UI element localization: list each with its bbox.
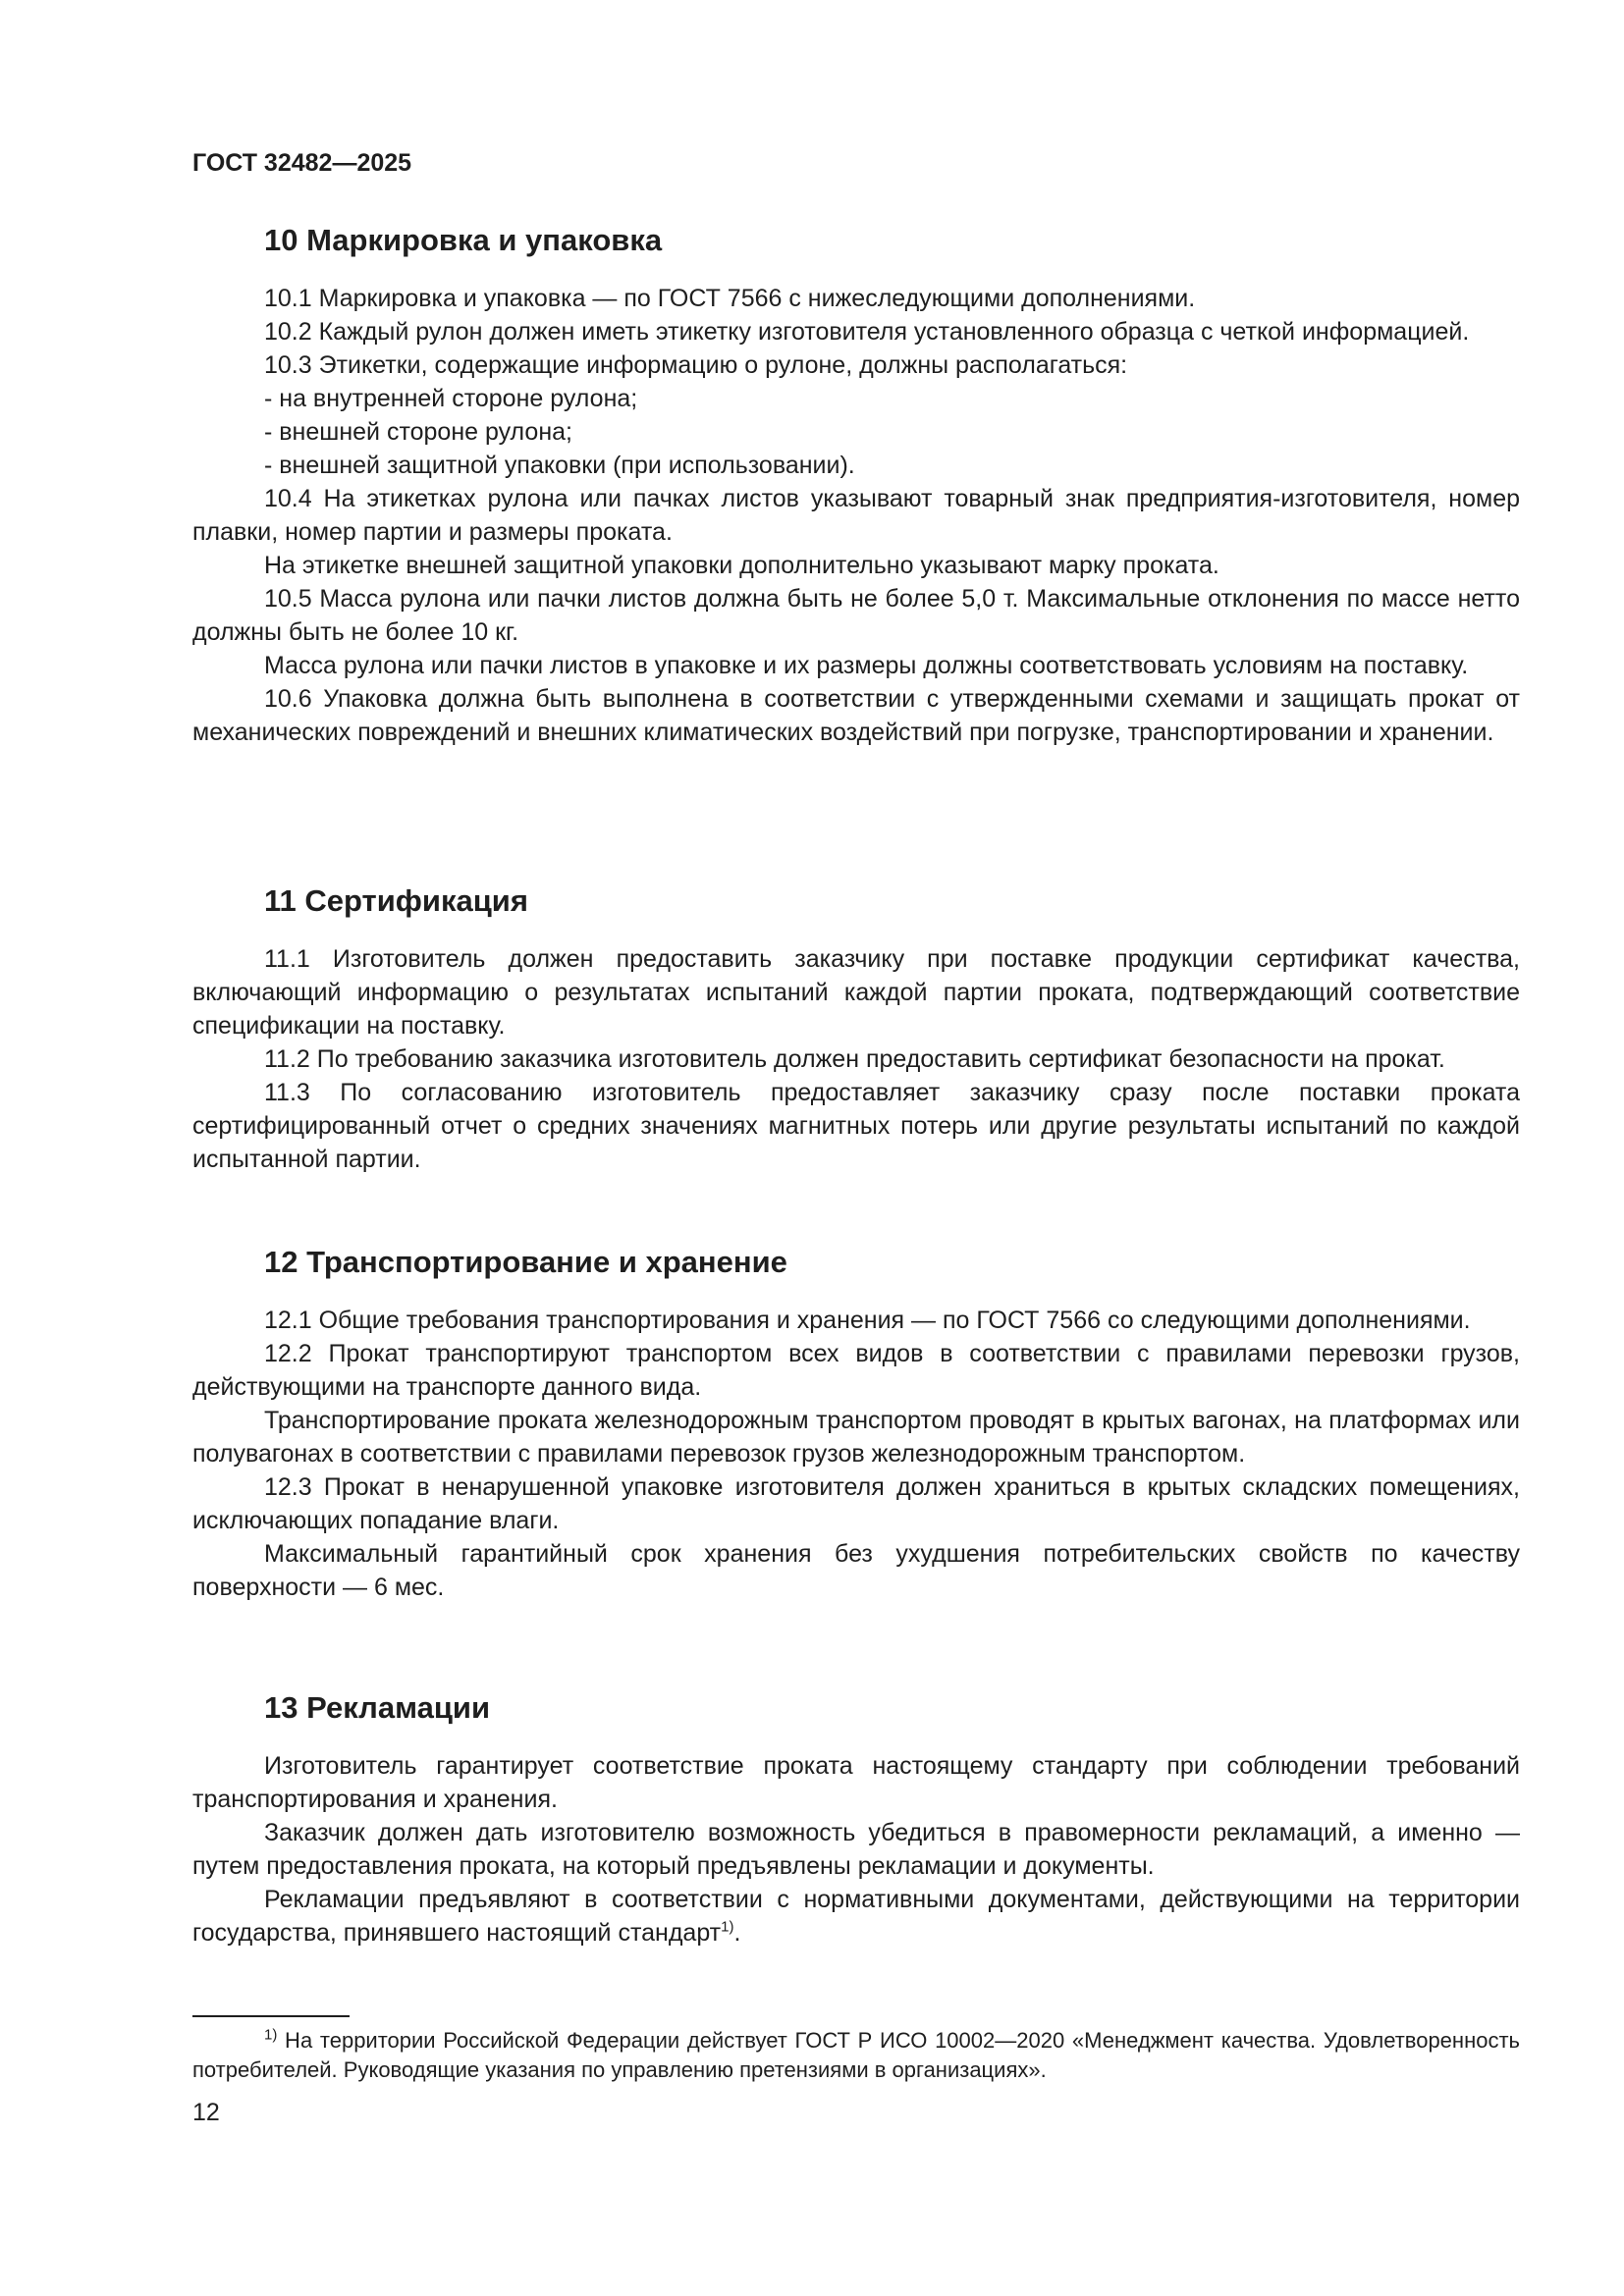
paragraph-10-5-cont: Масса рулона или пачки листов в упаковке и их размеры должны соответствовать условиям на поставку. <box>264 652 1469 679</box>
paragraph-11-2: 11.2 По требованию заказчика изготовитель должен предоставить сертификат безопасности на прокат. <box>264 1045 1445 1073</box>
section-12-transport-storage <box>192 1243 1520 1604</box>
document-code-header: ГОСТ 32482—2025 <box>192 149 412 177</box>
paragraph-12-1: 12.1 Общие требования транспортирования и хранения — по ГОСТ 7566 со следующими дополнениями. <box>264 1307 1471 1334</box>
paragraph-10-3: 10.3 Этикетки, содержащие информацию о рулоне, должны располагаться: <box>264 351 1128 379</box>
section-13-claims <box>192 1688 1520 1949</box>
paragraph-12-3: 12.3 Прокат в ненарушенной упаковке изготовителя должен храниться в крытых складских помещениях, исключающих попадание влаги. <box>192 1473 1520 1534</box>
section-11-heading: 11 Сертификация <box>264 883 528 918</box>
paragraph-13-2: Заказчик должен дать изготовителю возможность убедиться в правомерности рекламаций, а именно — путем предоставления проката, на который предъявлены рекламации и документы. <box>192 1819 1520 1880</box>
section-13-heading: 13 Рекламации <box>264 1690 491 1725</box>
paragraph-11-1: 11.1 Изготовитель должен предоставить заказчику при поставке продукции сертификат качества, включающий информацию о результатах испытаний каждой партии проката, подтверждающий соответствие спецификации на поставку. <box>192 945 1520 1040</box>
paragraph-10-6: 10.6 Упаковка должна быть выполнена в соответствии с утвержденными схемами и защищать прокат от механических повреждений и внешних климатических воздействий при погрузке, транспортировании и хранении. <box>192 685 1520 746</box>
paragraph-10-4-cont: На этикетке внешней защитной упаковки дополнительно указывают марку проката. <box>264 552 1219 579</box>
list-item-inner-side: - на внутренней стороне рулона; <box>264 385 638 412</box>
section-10-heading: 10 Маркировка и упаковка <box>264 223 663 257</box>
footnote-marker: 1) <box>264 2026 278 2044</box>
footnote <box>192 2026 1520 2085</box>
paragraph-10-5: 10.5 Масса рулона или пачки листов должна быть не более 5,0 т. Максимальные отклонения по массе нетто должны быть не более 10 кг. <box>192 585 1520 646</box>
paragraph-10-1: 10.1 Маркировка и упаковка — по ГОСТ 7566 с нижеследующими дополнениями. <box>264 285 1196 312</box>
list-item-protective-packaging: - внешней защитной упаковки (при использовании). <box>264 452 855 479</box>
paragraph-13-1: Изготовитель гарантирует соответствие проката настоящему стандарту при соблюдении требований транспортирования и хранения. <box>192 1752 1520 1813</box>
footnote-divider <box>192 2015 350 2017</box>
paragraph-13-3 <box>192 1883 1520 1949</box>
paragraph-10-2: 10.2 Каждый рулон должен иметь этикетку изготовителя установленного образца с четкой информацией. <box>264 318 1470 346</box>
footnote-reference[interactable]: 1) <box>721 1918 734 1936</box>
paragraph-12-3-cont: Максимальный гарантийный срок хранения без ухудшения потребительских свойств по качеству поверхности — 6 мес. <box>192 1540 1520 1601</box>
paragraph-13-3-text: Рекламации предъявляют в соответствии с нормативными документами, действующими на территории государства, принявшего настоящий стандарт <box>192 1886 1520 1947</box>
footnote-text: На территории Российской Федерации действует ГОСТ Р ИСО 10002—2020 «Менеджмент качества. Удовлетворенность потребителей. Руководящие указания по управлению претензиями в организациях». <box>192 2028 1520 2082</box>
page-number: 12 <box>192 2099 220 2126</box>
paragraph-12-2-cont: Транспортирование проката железнодорожным транспортом проводят в крытых вагонах, на платформах или полувагонах в соответствии с правилами перевозок грузов железнодорожным транспортом. <box>192 1407 1520 1468</box>
list-item-outer-side: - внешней стороне рулона; <box>264 418 572 446</box>
paragraph-10-4: 10.4 На этикетках рулона или пачках листов указывают товарный знак предприятия-изготовителя, номер плавки, номер партии и размеры проката. <box>192 485 1520 546</box>
section-11-certification <box>192 881 1520 1176</box>
section-10-marking-packaging <box>192 221 1520 749</box>
section-12-heading: 12 Транспортирование и хранение <box>264 1245 787 1279</box>
paragraph-12-2: 12.2 Прокат транспортируют транспортом всех видов в соответствии с правилами перевозки грузов, действующими на транспорте данного вида. <box>192 1340 1520 1401</box>
paragraph-13-3-punct: . <box>733 1919 741 1947</box>
paragraph-11-3: 11.3 По согласованию изготовитель предоставляет заказчику сразу после поставки проката сертифицированный отчет о средних значениях магнитных потерь или другие результаты испытаний по каждой испытанной партии. <box>192 1079 1520 1173</box>
